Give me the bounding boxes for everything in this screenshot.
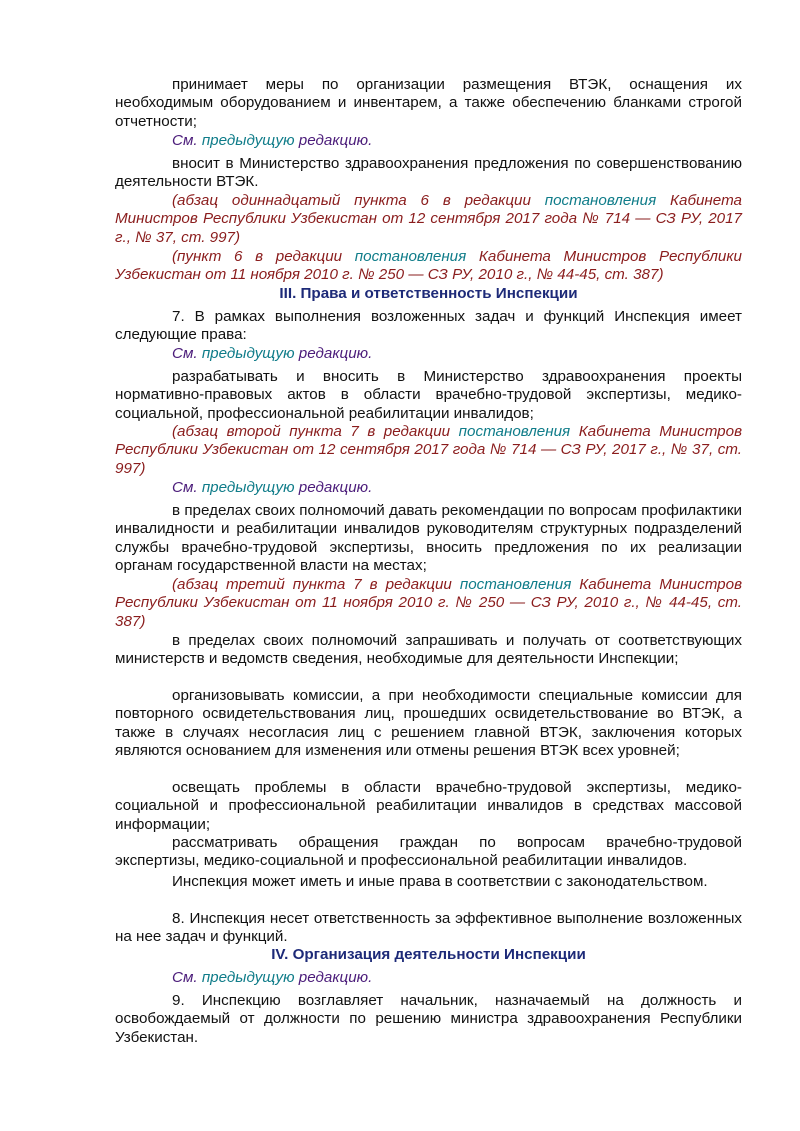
paragraph-request: в пределах своих полномочий запрашивать и получать от соответствующих министерств и ведомств сведения, необходимые для деятельности Инспекции; <box>115 632 742 668</box>
paragraph-commissions: организовывать комиссии, а при необходимости специальные комиссии для повторного освидетельствования лиц, прошедших освидетельствование во ВТЭК, а также в случаях несогласия лиц с решением главной ВТЭК, заключения которых являются основанием для изменения или отмены решения ВТЭК всех уровней; <box>115 687 742 760</box>
resolution-link[interactable]: постановления <box>544 192 657 209</box>
amendment-note: (абзац второй пункта 7 в редакции постановления Кабинета Министров Республики Узбекистан от 12 сентября 2017 года № 714 — СЗ РУ, 2017 г., № 37, ст. 997) <box>115 423 743 477</box>
paragraph-develop: разрабатывать и вносить в Министерство здравоохранения проекты нормативно-правовых актов в области врачебно-трудовой экспертизы, медико-социальной, профессиональной реабилитации инвалидов; <box>115 368 742 422</box>
paragraph-other-rights: Инспекция может иметь и иные права в соответствии с законодательством. <box>172 873 708 890</box>
previous-edition-link[interactable]: предыдущую <box>201 345 295 362</box>
previous-edition-link[interactable]: предыдущую <box>201 969 295 986</box>
previous-edition-link[interactable]: предыдущую <box>201 132 295 149</box>
paragraph-8: 8. Инспекция несет ответственность за эффективное выполнение возложенных на нее задач и функций. <box>115 910 742 946</box>
see-previous-edition: См. предыдущую редакцию. <box>172 345 373 362</box>
section-heading: III. Права и ответственность Инспекции <box>279 285 578 302</box>
amendment-note: (абзац третий пункта 7 в редакции постановления Кабинета Министров Республики Узбекистан от 11 ноября 2010 г. № 250 — СЗ РУ, 2010 г., № 44-45, ст. 387) <box>115 576 742 630</box>
resolution-link[interactable]: постановления <box>354 248 467 265</box>
paragraph-recommend: в пределах своих полномочий давать рекомендации по вопросам профилактики инвалидности и реабилитации инвалидов руководителям структурных подразделений службы врачебно-трудовой экспертизы, вносить предложения по их реализации органам государственной власти на местах; <box>115 502 742 575</box>
paragraph-measures: принимает меры по организации размещения ВТЭК, оснащения их необходимым оборудованием и инвентарем, а также обеспечению бланками строгой отчетности; <box>115 76 742 130</box>
resolution-link[interactable]: постановления <box>459 576 572 593</box>
amendment-note: (абзац одиннадцатый пункта 6 в редакции постановления Кабинета Министров Республики Узбекистан от 12 сентября 2017 года № 714 — СЗ РУ, 2017 г., № 37, ст. 997) <box>115 192 742 246</box>
previous-edition-link[interactable]: предыдущую <box>201 479 295 496</box>
paragraph-9: 9. Инспекцию возглавляет начальник, назначаемый на должность и освобождаемый от должности по решению министра здравоохранения Республики Узбекистан. <box>115 992 742 1046</box>
see-previous-edition: См. предыдущую редакцию. <box>172 132 373 149</box>
see-previous-edition: См. предыдущую редакцию. <box>172 969 373 986</box>
paragraph-submits: вносит в Министерство здравоохранения предложения по совершенствованию деятельности ВТЭК. <box>115 155 742 191</box>
resolution-link[interactable]: постановления <box>458 423 571 440</box>
amendment-note: (пункт 6 в редакции постановления Кабинета Министров Республики Узбекистан от 11 ноября 2010 г. № 250 — СЗ РУ, 2010 г., № 44-45, ст. 387) <box>115 248 742 284</box>
paragraph-media: освещать проблемы в области врачебно-трудовой экспертизы, медико-социальной и профессиональной реабилитации инвалидов в средствах массовой информации; <box>115 779 742 833</box>
see-previous-edition: См. предыдущую редакцию. <box>172 479 373 496</box>
section-heading: IV. Организация деятельности Инспекции <box>271 946 586 963</box>
paragraph-7: 7. В рамках выполнения возложенных задач и функций Инспекция имеет следующие права: <box>115 308 742 344</box>
paragraph-appeals: рассматривать обращения граждан по вопросам врачебно-трудовой экспертизы, медико-социальной и профессиональной реабилитации инвалидов. <box>115 834 742 870</box>
